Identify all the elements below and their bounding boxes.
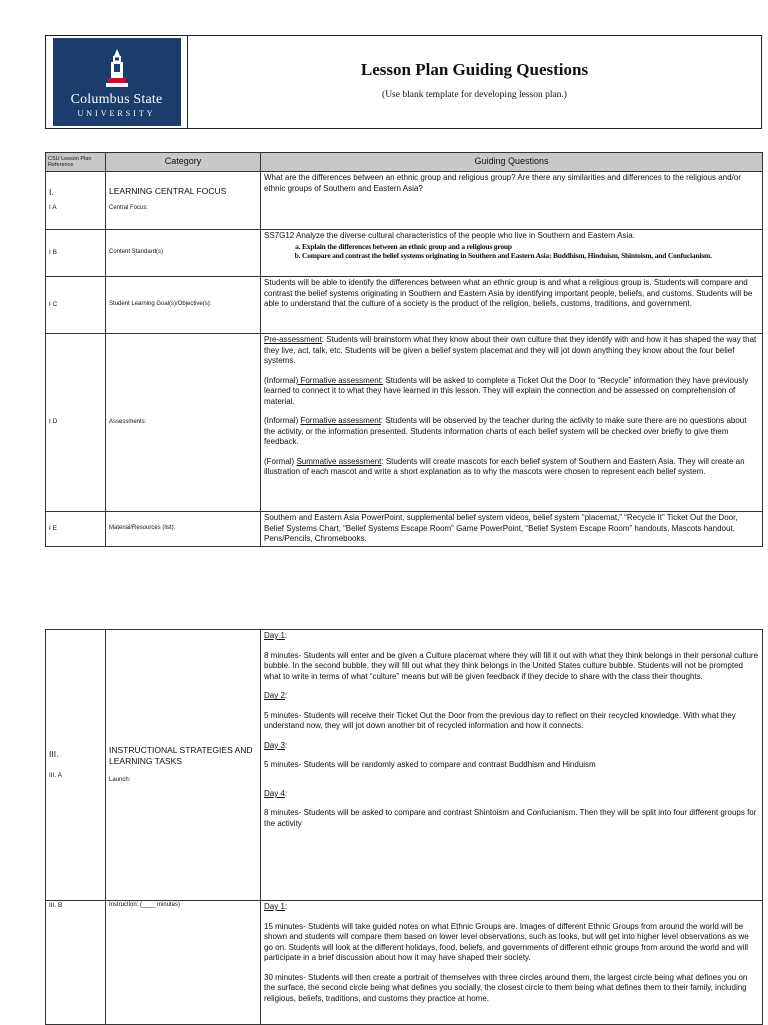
summative-prefix: (Formal)	[264, 456, 297, 466]
day2-heading: Day 2:	[264, 691, 288, 701]
logo-subline: UNIVERSITY	[77, 108, 156, 118]
row-category	[106, 172, 261, 230]
row-category: Material/Resources (list):	[106, 512, 261, 547]
pre-assessment-text: : Students will brainstorm what they know about their own culture that they identify with and how it has shaped the way that they live, act, talk, etc. Students will be given a belief system placemat and they will jot down anything they know about the four belief systems.	[264, 335, 757, 366]
page-subtitle: (Use blank template for developing lesson plan.)	[382, 90, 567, 100]
row-ref	[46, 172, 106, 230]
day1-paragraph: 8 minutes- Students will enter and be given a Culture placemat where they will fill it out with what they think belongs in their personal culture bubble. In the second bubble, they will fill out what they think belongs in the United States culture bubble. Students will not be prompted what to write in terms of what “culture” means but will be given feedback if they decide to share with the class their thoughts.	[264, 650, 759, 681]
row-category	[106, 630, 261, 901]
row-ref-sub: III. A	[49, 772, 63, 780]
title-cell	[188, 36, 761, 128]
formative-1-text: Students will be asked to complete a Ticket Out the Door to “Recycle” information they have previously learned to connect it to what they have learned in this lesson. They will explain the connection and be assessed on comprehension of material.	[264, 375, 749, 406]
row-category: Assessments:	[106, 334, 261, 512]
instruction-paragraph-2: 30 minutes- Students will then create a portrait of themselves with three circles around them, the largest circle being what defines you on the surface, the second circle being what defines you socially, the closest circle to them being what defines them to their family, including religious, beliefs, traditions, and customs they practice at home.	[264, 972, 748, 1003]
lesson-plan-table-1	[45, 152, 763, 547]
day4-paragraph: 8 minutes- Students will be asked to compare and contrast Shintoism and Confucianism. Then they will be split into four different groups for the activity	[264, 808, 757, 829]
day3-heading: Day 3:	[264, 740, 288, 750]
list-item: b. Compare and contrast the belief systems originating in Southern and Eastern Asia: Buddhism, Hinduism, Shintoism, and Confucianism.	[302, 251, 759, 260]
logo-cell	[46, 36, 188, 128]
formative-2-text: : Students will be observed by the teacher during the activity to make sure there are no questions about the activity, or the information presented. Students information charts of each belief system will be checked over briefly to give them feedback.	[264, 416, 747, 447]
summative-text: : Students will create mascots for each belief system of Southern and Eastern Asia. They will create an illustration of each mascot and write a short explanation as to why the mascots were chosen to represent each belief system.	[264, 456, 745, 477]
summative-assessment-paragraph	[264, 457, 759, 478]
day2-paragraph: 5 minutes- Students will receive their Ticket Out the Door from the previous day to reflect on their recycled knowledge. With what they understand now, they will jot down another bit of recycled information and how it connects.	[264, 710, 736, 731]
row-category: Content Standard(s)	[106, 230, 261, 277]
formative-1-label: ) Formative assessment:	[295, 375, 384, 385]
formative-assessment-1-paragraph	[264, 376, 759, 408]
formative-2-label: Formative assessment	[300, 416, 381, 426]
row-guiding-text	[261, 630, 763, 901]
formative-2-prefix: (Informal)	[264, 416, 301, 426]
row-ref: III. B	[46, 901, 106, 1025]
instruction-content	[264, 902, 759, 1022]
university-logo	[53, 38, 181, 126]
day1-label: Day 1	[264, 631, 285, 640]
day1-heading: Day 1:	[264, 631, 288, 640]
row-ref	[46, 630, 106, 901]
document-header	[45, 35, 762, 129]
table-row	[46, 901, 763, 1025]
row-guiding-text: Southern and Eastern Asia PowerPoint, supplemental belief system videos, belief system “placemat,” “Recycle It” Ticket Out the Door, Belief Systems Chart, “Belief Systems Escape Room” Game PowerPoint, “Belief System Escape Room” handouts, Mascots handout, Pens/Pencils, Chromebooks.	[261, 512, 763, 547]
row-category-sub: Central Focus:	[109, 205, 149, 212]
row-guiding-text	[261, 901, 763, 1025]
row-category-sub: Launch:	[109, 777, 131, 784]
summative-label: Summative assessment	[296, 456, 382, 466]
formative-assessment-2-paragraph	[264, 416, 759, 448]
list-item: a. Explain the differences between an ethnic group and a religious group	[302, 242, 759, 251]
row-ref: I B	[46, 230, 106, 277]
instruction-paragraph-1: 15 minutes- Students will take guided notes on what Ethnic Groups are. Images of different Ethnic Groups from around the world will be shown and students will compare them based on lower level observations, such as looks, but will get into higher level observations as we go on. Students will look at the different holidays, food, beliefs, and governments of different ethnic groups from around the world and will participate in a brief discussion about how it may have shaped their society.	[264, 921, 749, 963]
table-row	[46, 277, 763, 334]
header-ref: CSU Lesson Plan Reference	[46, 153, 106, 172]
standard-elements-list	[264, 242, 759, 260]
tower-icon	[104, 47, 130, 89]
row-ref: I D	[46, 334, 106, 512]
row-ref: I E	[46, 512, 106, 547]
header-guiding-questions: Guiding Questions	[261, 153, 763, 172]
table-row	[46, 630, 763, 901]
logo-wordmark: Columbus State	[70, 91, 163, 107]
table-header-row	[46, 153, 763, 172]
row-category-main: INSTRUCTIONAL STRATEGIES AND LEARNING TASKS	[109, 744, 253, 767]
instruction-day1-heading: Day 1:	[264, 902, 288, 911]
standard-text: SS7G12 Analyze the diverse cultural characteristics of the people who live in Southern and Eastern Asia.	[264, 231, 635, 240]
header-category: Category	[106, 153, 261, 172]
day2-label: Day 2	[264, 691, 285, 701]
day4-heading: Day 4:	[264, 788, 288, 798]
day3-label: Day 3	[264, 740, 285, 750]
row-ref-main: III.	[49, 749, 59, 760]
table-row	[46, 172, 763, 230]
lesson-plan-table-2	[45, 629, 763, 1025]
table-row	[46, 334, 763, 512]
pre-assessment-label: Pre-assessment	[264, 335, 322, 344]
row-ref-sub: I A	[49, 204, 57, 212]
day4-label: Day 4	[264, 788, 285, 798]
row-guiding-text: What are the differences between an ethnic group and religious group? Are there any similarities and differences to the religious and/or ethnic groups of Southern and Eastern Asia?	[261, 172, 763, 230]
page-title: Lesson Plan Guiding Questions	[360, 60, 589, 79]
day3-paragraph: 5 minutes- Students will be randomly asked to compare and contrast Buddhism and Hinduism	[264, 760, 596, 770]
instruction-day1-label: Day 1	[264, 902, 285, 911]
table-row	[46, 512, 763, 547]
row-ref-main: I.	[49, 187, 54, 197]
table-row	[46, 230, 763, 277]
row-category: Student Learning Goal(s)/Objective(s):	[106, 277, 261, 334]
row-ref: I C	[46, 277, 106, 334]
row-category-main: LEARNING CENTRAL FOCUS	[109, 186, 227, 196]
row-guiding-text: Students will be able to identify the differences between what an ethnic group is and what a religious group is. Students will compare and contrast the belief systems originating in Southern and Eastern Asia by identifying important people, beliefs, and customs. Students will be able to understand that the culture of a society is the product of the religion, beliefs, customs, traditions, and government.	[261, 277, 763, 334]
formative-1-prefix: (Informal	[264, 375, 296, 385]
row-guiding-text	[261, 230, 763, 277]
row-guiding-text	[261, 334, 763, 512]
pre-assessment-paragraph	[264, 335, 759, 367]
row-category: Instruction: (____ minutes)	[106, 901, 261, 1025]
